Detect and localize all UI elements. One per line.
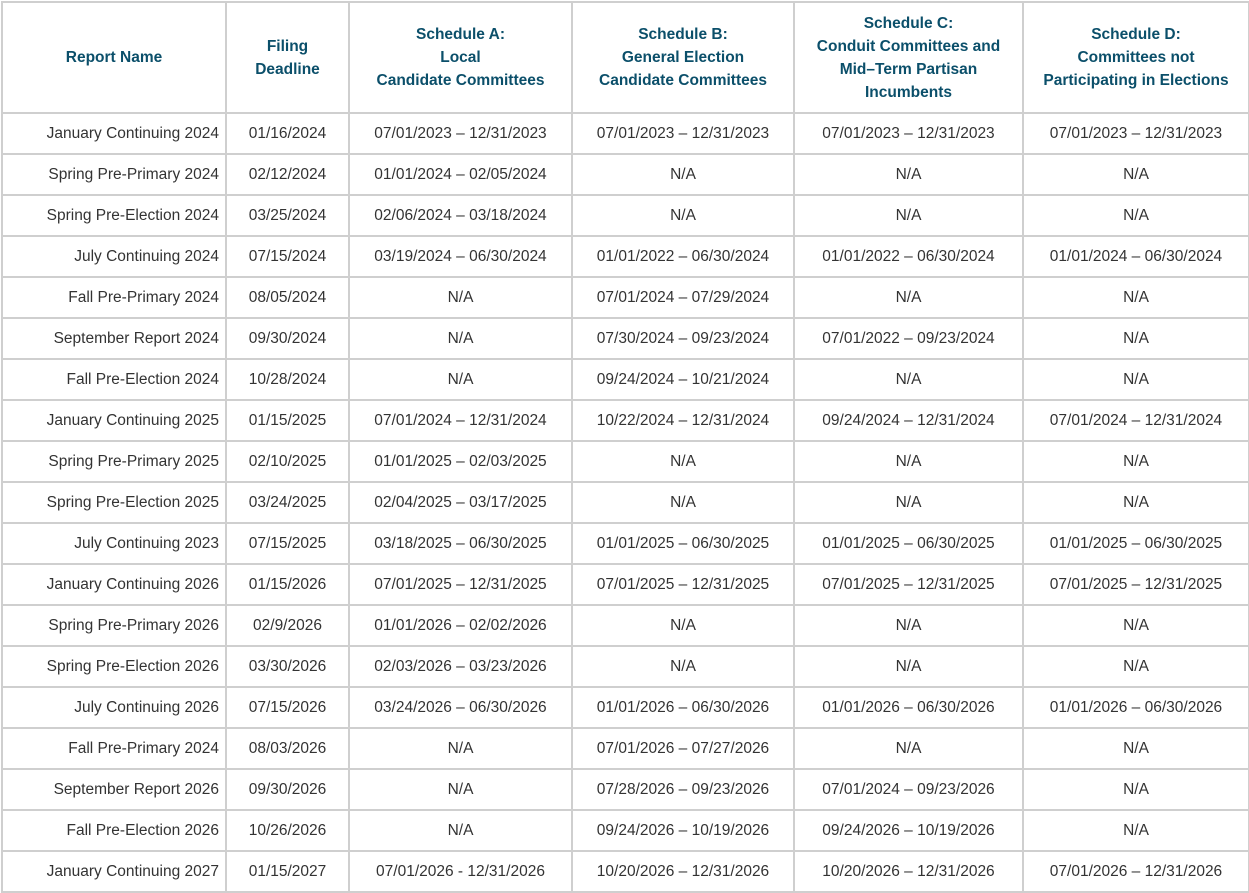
cell-filing-deadline: 02/9/2026 xyxy=(226,605,349,646)
cell-schedule-d: N/A xyxy=(1023,441,1249,482)
cell-report-name: January Continuing 2024 xyxy=(2,113,226,154)
table-body xyxy=(2,113,1249,892)
cell-schedule-b: 10/22/2024 – 12/31/2024 xyxy=(572,400,794,441)
table-row xyxy=(2,564,1249,605)
cell-report-name: Spring Pre-Election 2025 xyxy=(2,482,226,523)
cell-schedule-b: N/A xyxy=(572,154,794,195)
cell-schedule-a: 02/06/2024 – 03/18/2024 xyxy=(349,195,572,236)
cell-schedule-d: 07/01/2023 – 12/31/2023 xyxy=(1023,113,1249,154)
cell-schedule-a: N/A xyxy=(349,359,572,400)
table-row xyxy=(2,810,1249,851)
cell-schedule-b: N/A xyxy=(572,605,794,646)
cell-schedule-c: N/A xyxy=(794,646,1023,687)
cell-filing-deadline: 03/24/2025 xyxy=(226,482,349,523)
cell-report-name: July Continuing 2026 xyxy=(2,687,226,728)
header-line: Conduit Committees and xyxy=(816,37,1001,55)
cell-report-name: January Continuing 2025 xyxy=(2,400,226,441)
cell-schedule-a: N/A xyxy=(349,810,572,851)
cell-report-name: Fall Pre-Election 2026 xyxy=(2,810,226,851)
header-filing-deadline xyxy=(226,2,349,113)
cell-schedule-b: 07/01/2026 – 07/27/2026 xyxy=(572,728,794,769)
cell-report-name: Spring Pre-Election 2024 xyxy=(2,195,226,236)
cell-schedule-c: N/A xyxy=(794,154,1023,195)
header-line: Schedule C: xyxy=(863,14,954,32)
cell-schedule-d: N/A xyxy=(1023,769,1249,810)
cell-filing-deadline: 01/15/2025 xyxy=(226,400,349,441)
cell-report-name: Fall Pre-Primary 2024 xyxy=(2,728,226,769)
header-line: Schedule B: xyxy=(638,26,728,43)
cell-schedule-a: 07/01/2024 – 12/31/2024 xyxy=(349,400,572,441)
cell-schedule-c: 07/01/2024 – 09/23/2026 xyxy=(794,769,1023,810)
cell-filing-deadline: 10/26/2026 xyxy=(226,810,349,851)
cell-schedule-d: N/A xyxy=(1023,728,1249,769)
cell-schedule-b: N/A xyxy=(572,441,794,482)
cell-schedule-d: N/A xyxy=(1023,646,1249,687)
cell-schedule-d: N/A xyxy=(1023,318,1249,359)
cell-schedule-b: N/A xyxy=(572,482,794,523)
table-row xyxy=(2,482,1249,523)
cell-schedule-c: 01/01/2026 – 06/30/2026 xyxy=(794,687,1023,728)
cell-schedule-c: 07/01/2023 – 12/31/2023 xyxy=(794,113,1023,154)
header-schedule-c xyxy=(794,2,1023,113)
cell-schedule-b: 07/30/2024 – 09/23/2024 xyxy=(572,318,794,359)
cell-schedule-a: 02/03/2026 – 03/23/2026 xyxy=(349,646,572,687)
cell-schedule-b: 01/01/2022 – 06/30/2024 xyxy=(572,236,794,277)
cell-report-name: Fall Pre-Primary 2024 xyxy=(2,277,226,318)
cell-filing-deadline: 03/30/2026 xyxy=(226,646,349,687)
cell-schedule-b: 10/20/2026 – 12/31/2026 xyxy=(572,851,794,892)
cell-report-name: January Continuing 2027 xyxy=(2,851,226,892)
header-schedule-d xyxy=(1023,2,1249,113)
cell-schedule-a: 01/01/2025 – 02/03/2025 xyxy=(349,441,572,482)
cell-schedule-c: 01/01/2025 – 06/30/2025 xyxy=(794,523,1023,564)
cell-schedule-d: N/A xyxy=(1023,359,1249,400)
cell-schedule-d: N/A xyxy=(1023,154,1249,195)
cell-schedule-a: 07/01/2026 - 12/31/2026 xyxy=(349,851,572,892)
cell-schedule-a: 03/24/2026 – 06/30/2026 xyxy=(349,687,572,728)
cell-schedule-b: 09/24/2024 – 10/21/2024 xyxy=(572,359,794,400)
cell-filing-deadline: 03/25/2024 xyxy=(226,195,349,236)
header-line: Schedule D: xyxy=(1091,26,1181,43)
cell-schedule-c: 07/01/2025 – 12/31/2025 xyxy=(794,564,1023,605)
header-line: Schedule A: xyxy=(416,26,505,43)
table-row xyxy=(2,154,1249,195)
cell-schedule-c: 07/01/2022 – 09/23/2024 xyxy=(794,318,1023,359)
cell-report-name: Spring Pre-Primary 2025 xyxy=(2,441,226,482)
cell-schedule-b: N/A xyxy=(572,646,794,687)
cell-schedule-d: N/A xyxy=(1023,277,1249,318)
header-line: Incumbents xyxy=(865,83,952,101)
cell-filing-deadline: 02/12/2024 xyxy=(226,154,349,195)
table-row xyxy=(2,277,1249,318)
header-report-name xyxy=(2,2,226,113)
cell-schedule-c: N/A xyxy=(794,605,1023,646)
cell-filing-deadline: 02/10/2025 xyxy=(226,441,349,482)
cell-schedule-a: 07/01/2023 – 12/31/2023 xyxy=(349,113,572,154)
cell-schedule-a: 01/01/2024 – 02/05/2024 xyxy=(349,154,572,195)
header-schedule-b xyxy=(572,2,794,113)
cell-schedule-d: 07/01/2024 – 12/31/2024 xyxy=(1023,400,1249,441)
cell-schedule-a: N/A xyxy=(349,769,572,810)
cell-report-name: Spring Pre-Primary 2024 xyxy=(2,154,226,195)
header-line: Deadline xyxy=(255,60,320,78)
cell-report-name: July Continuing 2023 xyxy=(2,523,226,564)
cell-report-name: July Continuing 2024 xyxy=(2,236,226,277)
cell-schedule-d: N/A xyxy=(1023,195,1249,236)
cell-filing-deadline: 08/03/2026 xyxy=(226,728,349,769)
cell-schedule-b: 01/01/2026 – 06/30/2026 xyxy=(572,687,794,728)
table-row xyxy=(2,236,1249,277)
cell-report-name: Fall Pre-Election 2024 xyxy=(2,359,226,400)
cell-report-name: September Report 2024 xyxy=(2,318,226,359)
cell-schedule-b: 07/01/2024 – 07/29/2024 xyxy=(572,277,794,318)
cell-filing-deadline: 01/15/2026 xyxy=(226,564,349,605)
table-row xyxy=(2,523,1249,564)
cell-schedule-c: N/A xyxy=(794,482,1023,523)
header-line: General Election xyxy=(621,49,745,66)
cell-schedule-d: N/A xyxy=(1023,810,1249,851)
header-line: Report Name xyxy=(65,49,163,66)
cell-filing-deadline: 08/05/2024 xyxy=(226,277,349,318)
cell-schedule-b: 01/01/2025 – 06/30/2025 xyxy=(572,523,794,564)
cell-schedule-c: N/A xyxy=(794,728,1023,769)
cell-schedule-a: N/A xyxy=(349,277,572,318)
cell-filing-deadline: 07/15/2024 xyxy=(226,236,349,277)
table-row xyxy=(2,113,1249,154)
cell-filing-deadline: 07/15/2025 xyxy=(226,523,349,564)
header-schedule-a xyxy=(349,2,572,113)
table-row xyxy=(2,318,1249,359)
table-row xyxy=(2,728,1249,769)
cell-report-name: Spring Pre-Primary 2026 xyxy=(2,605,226,646)
header-line: Local xyxy=(440,49,481,66)
cell-report-name: January Continuing 2026 xyxy=(2,564,226,605)
cell-schedule-a: 07/01/2025 – 12/31/2025 xyxy=(349,564,572,605)
header-line: Filing xyxy=(266,37,309,55)
cell-schedule-b: 07/01/2023 – 12/31/2023 xyxy=(572,113,794,154)
cell-schedule-d: 01/01/2025 – 06/30/2025 xyxy=(1023,523,1249,564)
cell-schedule-a: 02/04/2025 – 03/17/2025 xyxy=(349,482,572,523)
cell-filing-deadline: 09/30/2024 xyxy=(226,318,349,359)
table-row xyxy=(2,195,1249,236)
header-line: Committees not xyxy=(1077,49,1195,66)
header-row xyxy=(2,2,1249,113)
cell-schedule-b: 07/01/2025 – 12/31/2025 xyxy=(572,564,794,605)
cell-schedule-a: 03/18/2025 – 06/30/2025 xyxy=(349,523,572,564)
cell-schedule-d: 07/01/2025 – 12/31/2025 xyxy=(1023,564,1249,605)
table-row xyxy=(2,769,1249,810)
header-line: Mid–Term Partisan xyxy=(839,60,978,78)
cell-filing-deadline: 01/15/2027 xyxy=(226,851,349,892)
cell-schedule-d: N/A xyxy=(1023,482,1249,523)
cell-schedule-d: 01/01/2026 – 06/30/2026 xyxy=(1023,687,1249,728)
cell-schedule-a: 01/01/2026 – 02/02/2026 xyxy=(349,605,572,646)
cell-schedule-c: 09/24/2024 – 12/31/2024 xyxy=(794,400,1023,441)
cell-filing-deadline: 01/16/2024 xyxy=(226,113,349,154)
cell-schedule-d: N/A xyxy=(1023,605,1249,646)
table-row xyxy=(2,400,1249,441)
table-row xyxy=(2,605,1249,646)
cell-report-name: Spring Pre-Election 2026 xyxy=(2,646,226,687)
table-row xyxy=(2,441,1249,482)
cell-filing-deadline: 09/30/2026 xyxy=(226,769,349,810)
filing-schedule-table xyxy=(1,1,1249,893)
cell-schedule-c: N/A xyxy=(794,359,1023,400)
cell-filing-deadline: 10/28/2024 xyxy=(226,359,349,400)
cell-schedule-c: N/A xyxy=(794,195,1023,236)
table-row xyxy=(2,646,1249,687)
cell-schedule-c: 01/01/2022 – 06/30/2024 xyxy=(794,236,1023,277)
header-line: Candidate Committees xyxy=(376,72,545,89)
cell-schedule-c: 09/24/2026 – 10/19/2026 xyxy=(794,810,1023,851)
header-line: Participating in Elections xyxy=(1043,72,1229,89)
table-row xyxy=(2,687,1249,728)
cell-schedule-c: N/A xyxy=(794,441,1023,482)
table-row xyxy=(2,359,1249,400)
cell-schedule-a: N/A xyxy=(349,318,572,359)
table-row xyxy=(2,851,1249,892)
header-line: Candidate Committees xyxy=(599,72,767,89)
cell-schedule-d: 01/01/2024 – 06/30/2024 xyxy=(1023,236,1249,277)
cell-report-name: September Report 2026 xyxy=(2,769,226,810)
cell-filing-deadline: 07/15/2026 xyxy=(226,687,349,728)
cell-schedule-b: 09/24/2026 – 10/19/2026 xyxy=(572,810,794,851)
cell-schedule-b: N/A xyxy=(572,195,794,236)
cell-schedule-a: 03/19/2024 – 06/30/2024 xyxy=(349,236,572,277)
cell-schedule-d: 07/01/2026 – 12/31/2026 xyxy=(1023,851,1249,892)
cell-schedule-b: 07/28/2026 – 09/23/2026 xyxy=(572,769,794,810)
cell-schedule-a: N/A xyxy=(349,728,572,769)
cell-schedule-c: 10/20/2026 – 12/31/2026 xyxy=(794,851,1023,892)
cell-schedule-c: N/A xyxy=(794,277,1023,318)
